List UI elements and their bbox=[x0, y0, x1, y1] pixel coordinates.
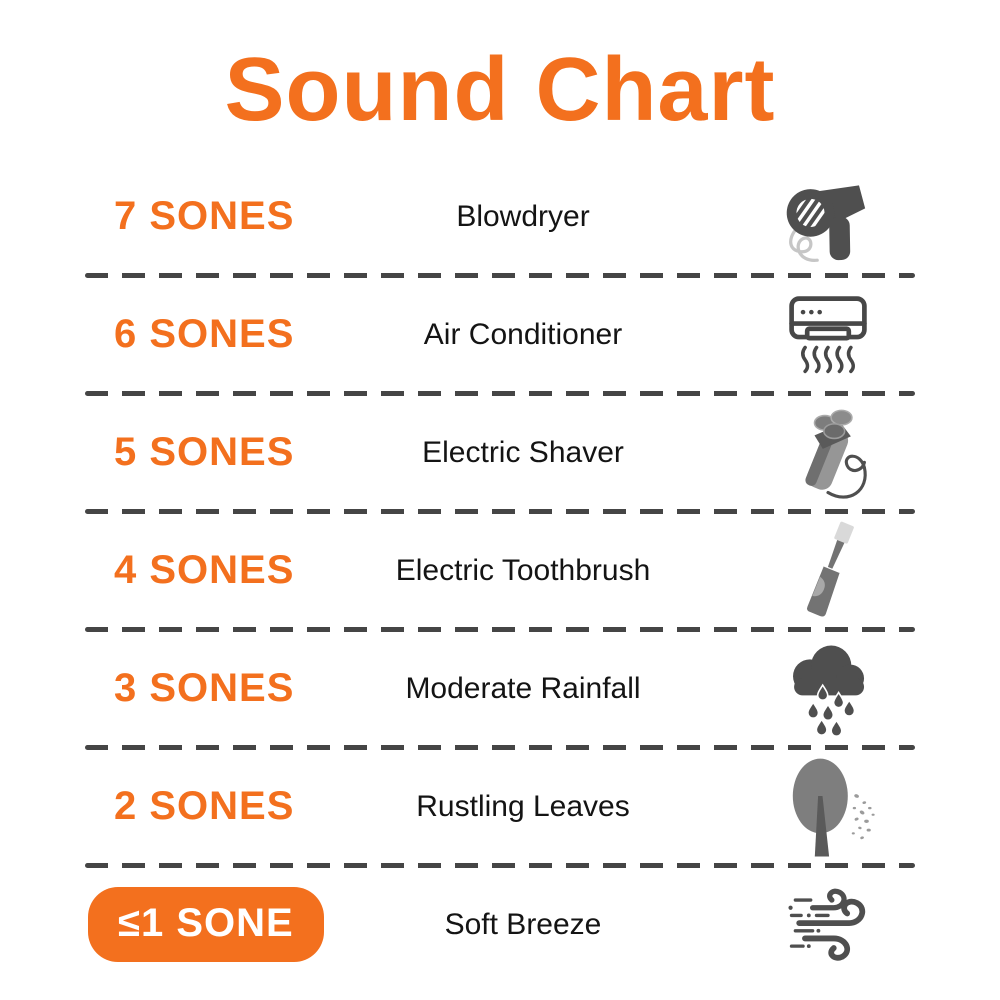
sound-name: Electric Toothbrush bbox=[395, 553, 651, 587]
sound-row bbox=[0, 514, 1000, 627]
sones-level-cell bbox=[88, 784, 338, 829]
sones-level-pill: ≤1 SONE bbox=[88, 887, 324, 962]
sones-level-label: 5 SONES bbox=[114, 430, 295, 474]
sones-level-label: 6 SONES bbox=[114, 312, 295, 356]
sound-row bbox=[0, 396, 1000, 509]
sound-row bbox=[0, 632, 1000, 745]
sones-level-label: 2 SONES bbox=[114, 784, 295, 828]
wind-icon bbox=[765, 877, 890, 973]
electric-toothbrush-icon bbox=[765, 519, 890, 623]
sones-level-cell bbox=[88, 666, 338, 711]
tree-icon bbox=[765, 752, 890, 862]
sound-name: Air Conditioner bbox=[423, 317, 623, 351]
sound-row bbox=[0, 868, 1000, 981]
sones-level-label: 3 SONES bbox=[114, 666, 295, 710]
sound-row bbox=[0, 750, 1000, 863]
sound-name: Electric Shaver bbox=[422, 435, 624, 469]
sones-level-cell bbox=[88, 548, 338, 593]
sones-level-cell bbox=[88, 312, 338, 357]
sound-name: Blowdryer bbox=[456, 199, 590, 233]
sones-level-label: 7 SONES bbox=[114, 194, 295, 238]
electric-shaver-icon bbox=[765, 401, 890, 505]
sound-name: Soft Breeze bbox=[444, 907, 602, 941]
sones-level-cell bbox=[88, 887, 338, 962]
blowdryer-icon bbox=[765, 163, 890, 271]
sones-level-cell bbox=[88, 430, 338, 475]
air-conditioner-icon bbox=[765, 283, 890, 387]
sound-name: Rustling Leaves bbox=[416, 789, 630, 823]
sones-level-cell bbox=[88, 194, 338, 239]
sound-name: Moderate Rainfall bbox=[405, 671, 641, 705]
sound-row bbox=[0, 160, 1000, 273]
sones-level-label: 4 SONES bbox=[114, 548, 295, 592]
rain-cloud-icon bbox=[765, 636, 890, 742]
page-title: Sound Chart bbox=[224, 40, 776, 140]
sound-row bbox=[0, 278, 1000, 391]
